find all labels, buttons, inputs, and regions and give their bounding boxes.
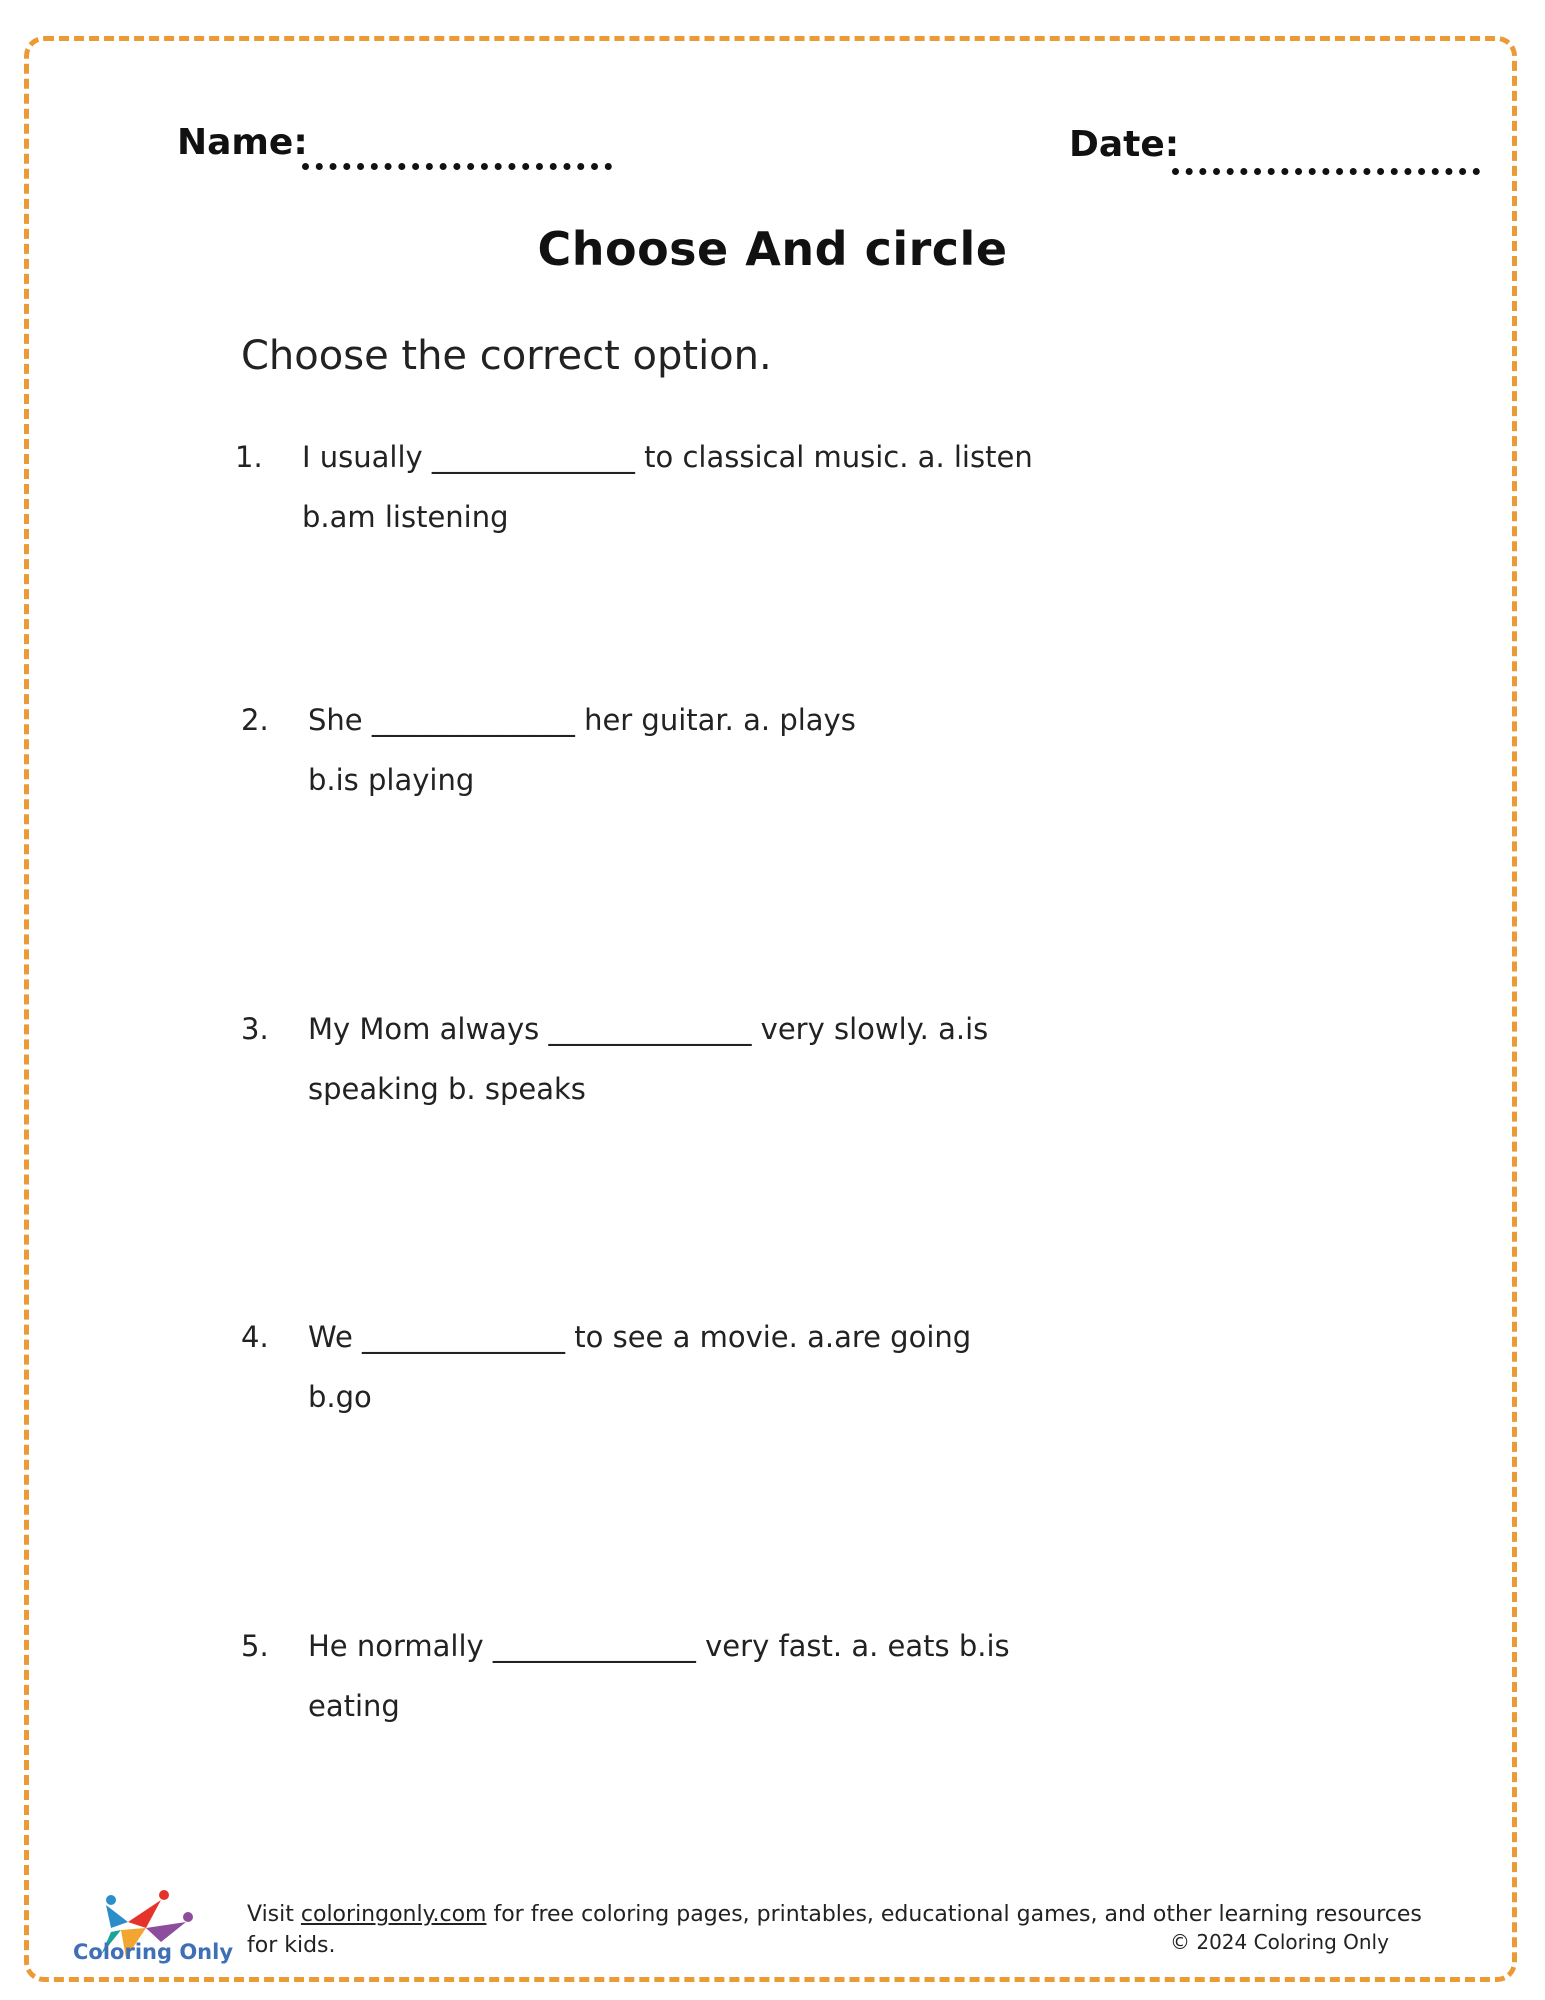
worksheet-title: Choose And circle xyxy=(537,222,1008,276)
question-number: 2. xyxy=(241,703,269,737)
question-text: He normally ______________ very fast. a. eats b.is xyxy=(308,1629,1010,1663)
question-number: 4. xyxy=(241,1320,269,1354)
footer-description: for free coloring pages, printables, educational games, and other learning resources for kids. xyxy=(247,1902,1422,1958)
question-number: 3. xyxy=(241,1012,269,1046)
date-label: Date: xyxy=(1069,124,1180,165)
question-number: 1. xyxy=(235,440,263,474)
date-field[interactable] xyxy=(1172,168,1480,175)
question-text: We ______________ to see a movie. a.are going xyxy=(308,1320,972,1354)
copyright-text: © 2024 Coloring Only xyxy=(1170,1930,1389,1954)
page-border xyxy=(24,36,1517,1982)
question-options: speaking b. speaks xyxy=(308,1072,586,1106)
name-field[interactable] xyxy=(302,163,612,170)
question-options: eating xyxy=(308,1689,400,1723)
question-number: 5. xyxy=(241,1629,269,1663)
instruction-text: Choose the correct option. xyxy=(241,333,772,379)
name-label: Name: xyxy=(177,122,308,163)
footer-visit: Visit xyxy=(247,1902,294,1927)
question-options: b.am listening xyxy=(302,500,509,534)
question-options: b.is playing xyxy=(308,763,475,797)
question-options: b.go xyxy=(308,1380,372,1414)
question-text: She ______________ her guitar. a. plays xyxy=(308,703,856,737)
logo-text: Coloring Only xyxy=(73,1940,234,1964)
footer-link[interactable]: coloringonly.com xyxy=(300,1902,487,1927)
question-text: I usually ______________ to classical music. a. listen xyxy=(302,440,1033,474)
question-text: My Mom always ______________ very slowly. a.is xyxy=(308,1012,989,1046)
